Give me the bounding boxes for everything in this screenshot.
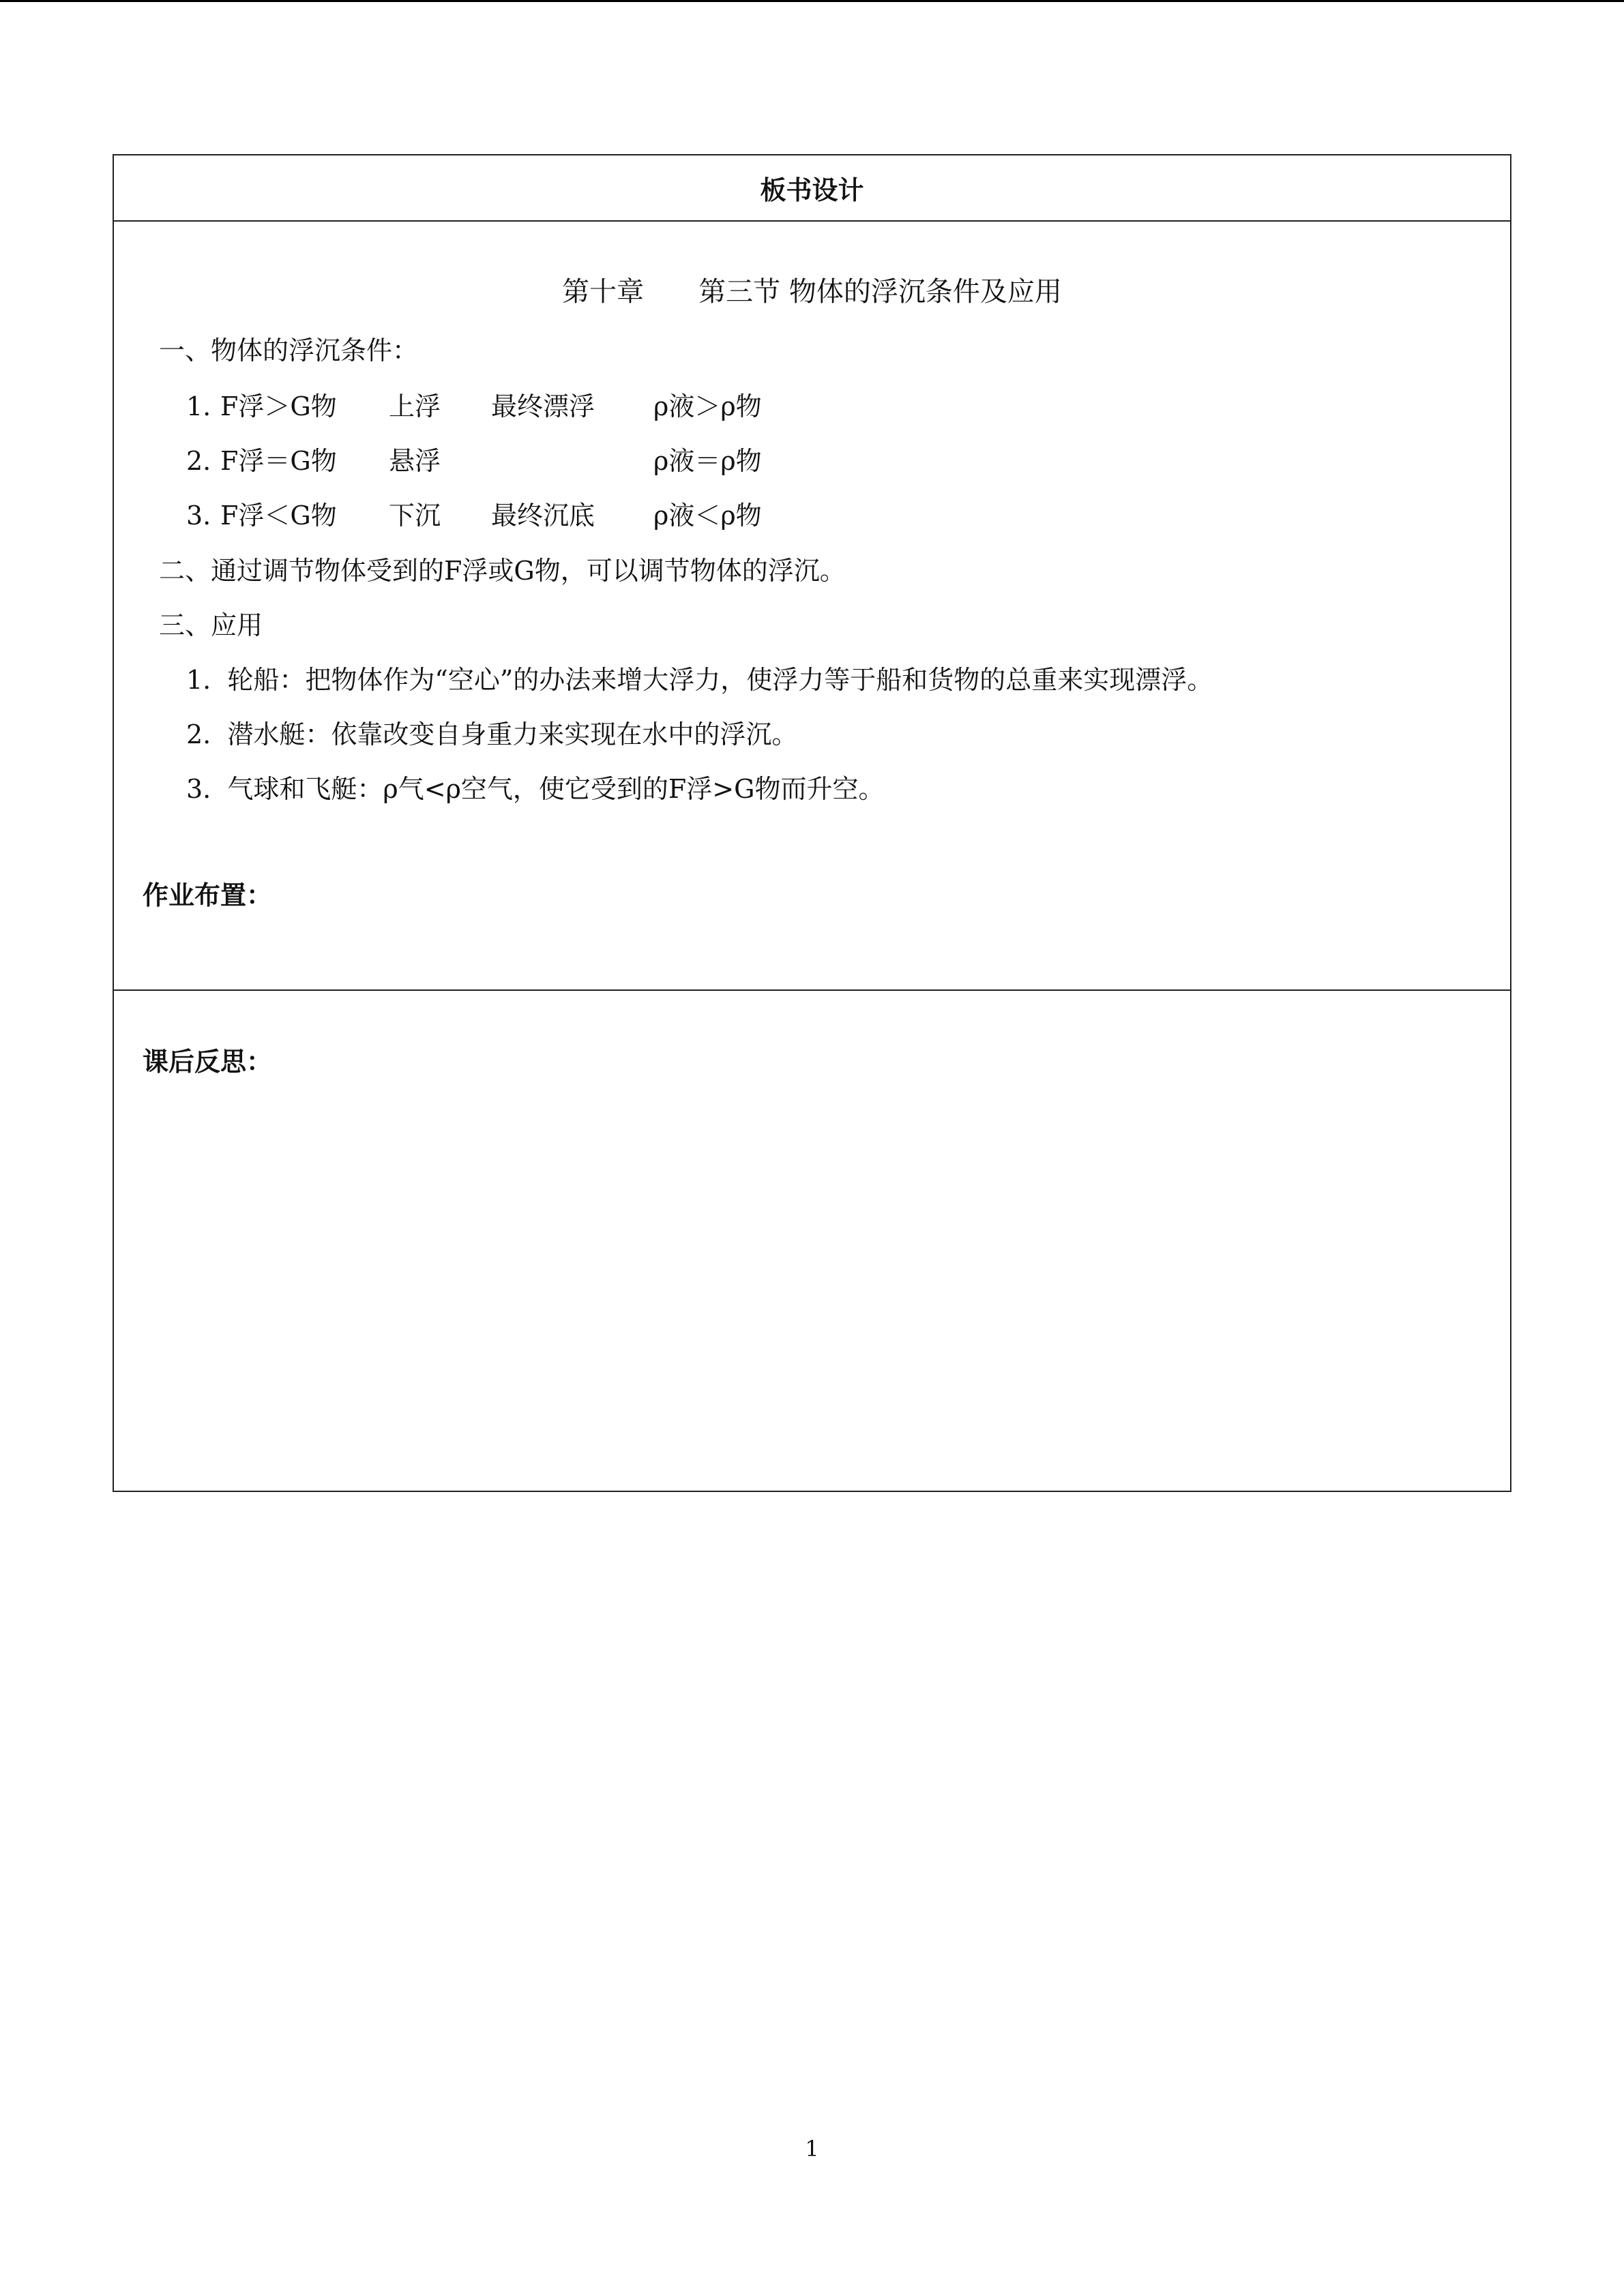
section1-heading: 一、物体的浮沉条件： bbox=[159, 336, 419, 366]
blackboard-design-cell bbox=[114, 222, 1510, 991]
application-item-2: 2. 潜水艇：依靠改变自身重力来实现在水中的浮沉。 bbox=[186, 719, 798, 749]
force-condition: F浮＜G物 bbox=[220, 501, 337, 531]
reflection-label: 课后反思： bbox=[143, 1047, 273, 1077]
row-number: 1. bbox=[186, 391, 211, 421]
table-header bbox=[114, 155, 1510, 222]
lesson-plan-table bbox=[113, 154, 1511, 1492]
chapter-title: 第十章 第三节 物体的浮沉条件及应用 bbox=[562, 276, 1062, 308]
application-item-1: 1. 轮船：把物体作为“空心”的办法来增大浮力，使浮力等于船和货物的总重来实现漂浮。 bbox=[186, 665, 1213, 695]
reflection-cell bbox=[114, 991, 1510, 1492]
top-border-rule bbox=[0, 0, 1624, 2]
final-result: 最终沉底 bbox=[491, 501, 595, 531]
application-item-3: 3. 气球和飞艇：ρ气<ρ空气，使它受到的F浮>G物而升空。 bbox=[186, 774, 885, 804]
motion-state: 上浮 bbox=[389, 391, 441, 421]
density-condition: ρ液＜ρ物 bbox=[653, 501, 762, 531]
density-condition: ρ液＞ρ物 bbox=[653, 391, 762, 421]
row-number: 2. bbox=[186, 446, 211, 476]
page-number: 1 bbox=[805, 2136, 819, 2162]
force-condition: F浮＞G物 bbox=[220, 391, 337, 421]
homework-label: 作业布置： bbox=[143, 880, 273, 910]
force-condition: F浮＝G物 bbox=[220, 446, 337, 476]
condition-row-1 bbox=[186, 393, 1005, 423]
density-condition: ρ液＝ρ物 bbox=[653, 446, 762, 476]
condition-row-2 bbox=[186, 448, 1005, 478]
row-number: 3. bbox=[186, 501, 211, 531]
section3-heading: 三、应用 bbox=[159, 610, 263, 640]
final-result: 最终漂浮 bbox=[491, 391, 595, 421]
motion-state: 下沉 bbox=[389, 501, 441, 531]
section2-heading: 二、通过调节物体受到的F浮或G物，可以调节物体的浮沉。 bbox=[159, 556, 846, 586]
motion-state: 悬浮 bbox=[389, 446, 441, 476]
condition-row-3 bbox=[186, 503, 1005, 533]
header-title: 板书设计 bbox=[760, 175, 864, 205]
